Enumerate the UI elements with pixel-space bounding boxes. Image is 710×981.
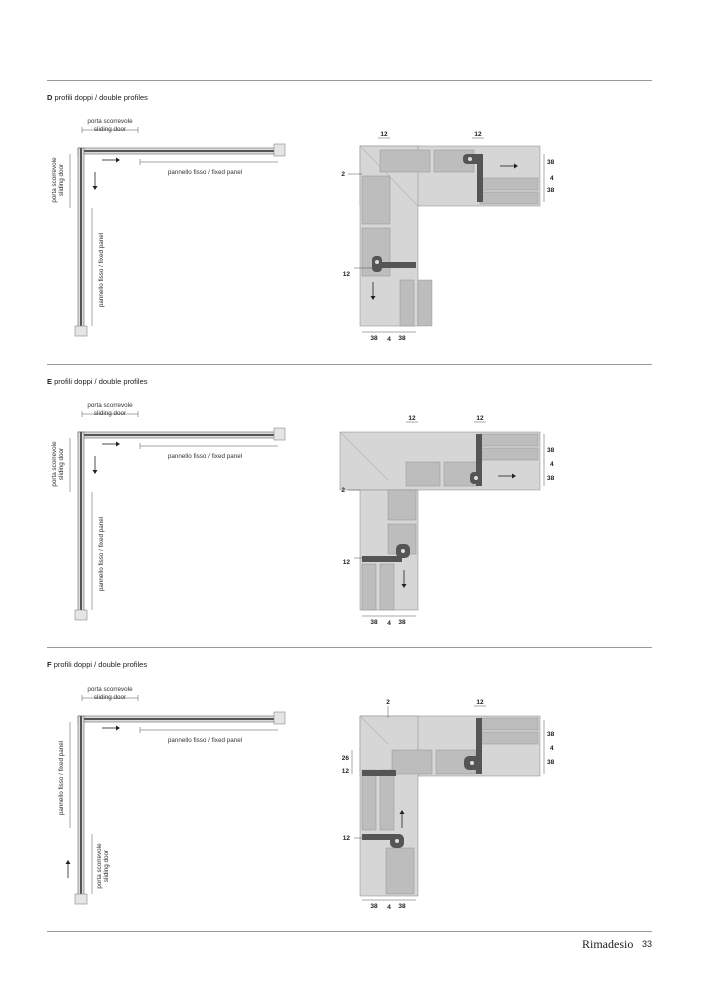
section-letter: E (47, 377, 53, 386)
wall-end-bottom (75, 610, 87, 620)
dim-right-1: 38 (547, 731, 555, 738)
dim-bottom-3: 38 (398, 903, 406, 910)
detail-view (341, 131, 554, 343)
dim-bottom-1: 38 (370, 335, 378, 342)
dim-bottom-1: 38 (370, 619, 378, 626)
arrow-up-icon (66, 860, 71, 864)
profile-dark-left-top (362, 770, 396, 776)
dim-top-left: 2 (386, 699, 390, 706)
plan-fixed-panel-label: pannello fisso / fixed panel (167, 453, 243, 460)
dim-bottom-3: 38 (398, 619, 406, 626)
section-title-f (47, 660, 147, 669)
dim-bottom-2: 4 (387, 336, 391, 343)
plan-left-upper-label-1: porta scorrevole (51, 157, 58, 203)
plan-left-upper-label-2: sliding door (58, 163, 65, 197)
plan-left-lower-label-1: porta scorrevole (96, 843, 103, 889)
dim-right-3: 38 (547, 759, 555, 766)
plan-top-label-1: porta scorrevole (87, 686, 133, 693)
dim-left-gap: 2 (341, 171, 345, 178)
dim-right-3: 38 (547, 475, 555, 482)
wall-end-right (274, 428, 285, 440)
plan-left-upper-label-2: sliding door (58, 447, 65, 481)
section-title-text: profili doppi / double profiles (54, 93, 148, 102)
plan-left-upper-label: pannello fisso / fixed panel (58, 740, 65, 816)
plan-left-lower-label-2: sliding door (103, 849, 110, 883)
dim-left-lower: 12 (342, 835, 350, 842)
dim-bottom-1: 38 (370, 903, 378, 910)
dim-bottom-2: 4 (387, 904, 391, 911)
plan-view (58, 686, 285, 904)
brand-name: Rimadesio (582, 937, 634, 951)
plan-top-label-1: porta scorrevole (87, 118, 133, 125)
dim-left-1: 26 (341, 755, 349, 762)
dim-left-lower: 12 (342, 559, 350, 566)
plan-left-lower-label: pannello fisso / fixed panel (98, 232, 105, 308)
detail-view (342, 699, 555, 911)
arrow-down-icon (93, 470, 98, 474)
dim-top-right: 12 (474, 131, 482, 138)
plan-top-label-1: porta scorrevole (87, 402, 133, 409)
footer-rule (47, 931, 652, 932)
plan-fixed-panel-label: pannello fisso / fixed panel (167, 737, 243, 744)
dim-top-left: 12 (380, 131, 388, 138)
dim-top-left: 12 (408, 415, 416, 422)
section-letter: F (47, 660, 52, 669)
dim-bottom-3: 38 (398, 335, 406, 342)
dim-top-right: 12 (476, 699, 484, 706)
section-rule-top (47, 80, 652, 81)
section-title-text: profili doppi / double profiles (54, 377, 148, 386)
diagram-f (40, 678, 660, 918)
plan-top-label-2: sliding door (93, 126, 127, 133)
dim-right-1: 38 (547, 159, 555, 166)
dim-top-right: 12 (476, 415, 484, 422)
dim-right-2: 4 (550, 745, 554, 752)
plan-top-label-2: sliding door (93, 410, 127, 417)
plan-view (51, 118, 285, 336)
section-rule-e (47, 364, 652, 365)
page-number: 33 (642, 939, 653, 949)
plan-view (51, 402, 285, 620)
detail-view (340, 415, 555, 627)
wall-end-right (274, 144, 285, 156)
section-title-text: profili doppi / double profiles (53, 660, 148, 669)
wall-end-right (274, 712, 285, 724)
plan-left-lower-label: pannello fisso / fixed panel (98, 516, 105, 592)
section-rule-f (47, 647, 652, 648)
wall-end-bottom (75, 894, 87, 904)
plan-left-upper-label-1: porta scorrevole (51, 441, 58, 487)
arrow-down-icon (93, 186, 98, 190)
section-title-e (47, 377, 148, 386)
section-letter: D (47, 93, 53, 102)
plan-fixed-panel-label: pannello fisso / fixed panel (167, 169, 243, 176)
dim-bottom-2: 4 (387, 620, 391, 627)
arrow-right-icon (116, 158, 120, 163)
dim-left-2: 12 (341, 768, 349, 775)
dim-left-gap: 2 (341, 487, 345, 494)
arrow-right-icon (116, 726, 120, 731)
diagram-d (40, 110, 660, 350)
diagram-e-svg (40, 394, 660, 634)
profile-dark-left (362, 556, 402, 562)
dim-right-1: 38 (547, 447, 555, 454)
arrow-right-icon (116, 442, 120, 447)
diagram-f-svg (40, 678, 660, 918)
wall-end-bottom (75, 326, 87, 336)
diagram-e (40, 394, 660, 634)
diagram-d-svg (40, 110, 660, 350)
plan-top-label-2: sliding door (93, 694, 127, 701)
dim-right-2: 4 (550, 461, 554, 468)
dim-right-2: 4 (550, 175, 554, 182)
dim-left-lower: 12 (342, 271, 350, 278)
section-title-d (47, 93, 148, 102)
dim-right-3: 38 (547, 187, 555, 194)
